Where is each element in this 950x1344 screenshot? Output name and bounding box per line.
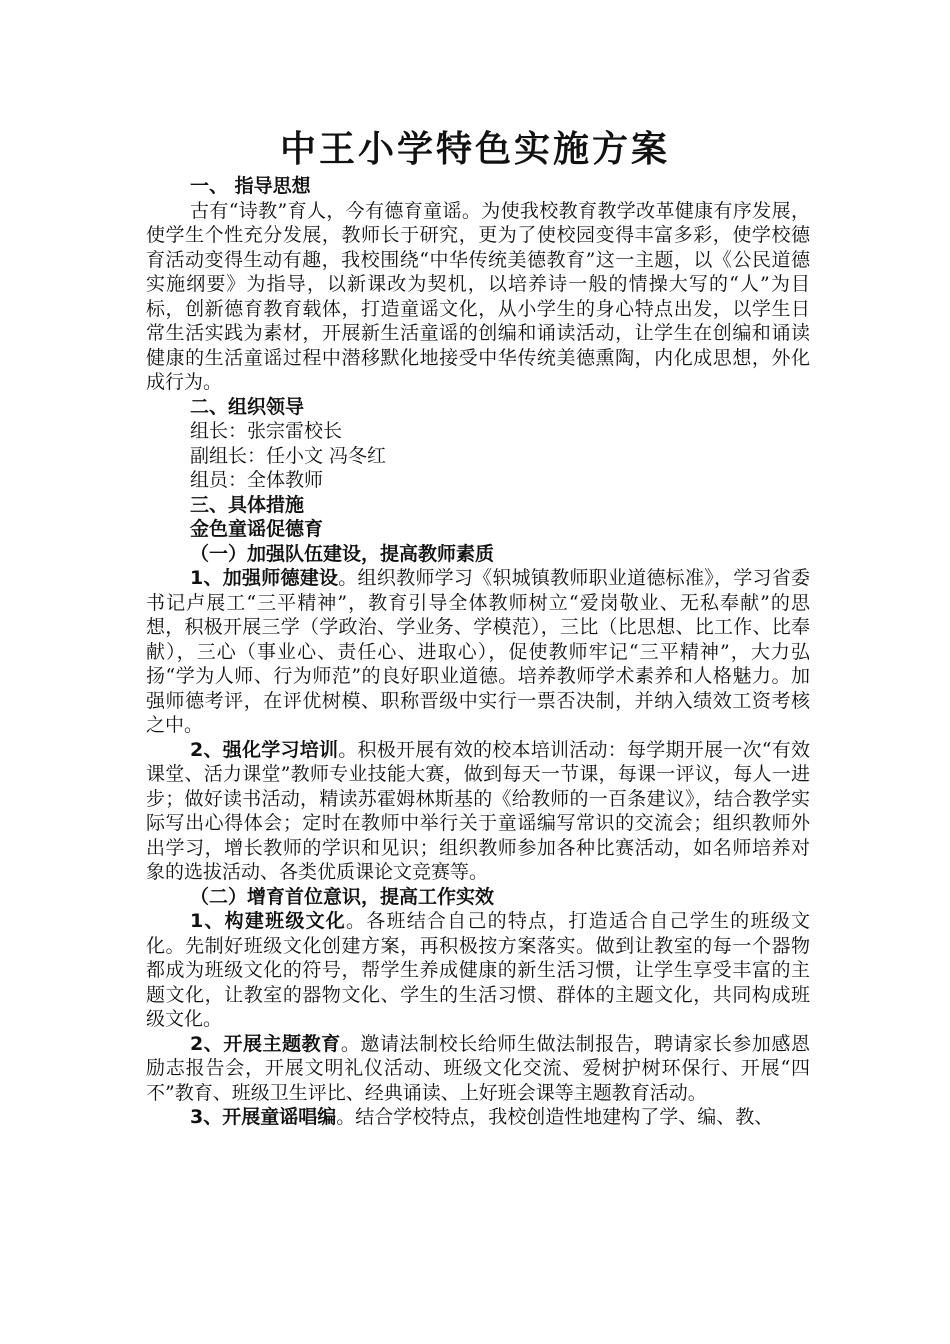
members-line: 组员：全体教师 bbox=[190, 469, 324, 491]
item-text-class-culture: 。各班结合自己的特点，打造适合自己学生的班级文化。先制好班级文化创建方案，再积极按方案落实。做到让教室的每一个器物都成为班级文化的符号，帮学生养成健康的新生活习惯，让学生享受丰富的主题文化，让教室的器物文化、学生的生活习惯、群体的主题文化，共同构成班级文化。 bbox=[146, 910, 810, 1030]
section-heading-guiding-ideology: 一、 指导思想 bbox=[190, 175, 311, 197]
subheading-golden-ballads: 金色童谣促德育 bbox=[190, 518, 324, 540]
section-heading-organization: 二、组织领导 bbox=[190, 395, 305, 418]
paragraph-ballad-creation bbox=[146, 1105, 810, 1130]
item-lead-ethics: 1、加强师德建设 bbox=[190, 567, 339, 589]
item-text-ballad-creation: 。结合学校特点，我校创造性地建构了学、编、教、 bbox=[336, 1106, 774, 1128]
item-lead-class-culture: 1、构建班级文化 bbox=[190, 910, 347, 932]
item-lead-training: 2、强化学习培训 bbox=[190, 738, 339, 761]
document-body bbox=[146, 174, 810, 1130]
document-title: 中王小学特色实施方案 bbox=[279, 129, 670, 170]
item-text-ethics: 。组织教师学习《轵城镇教师职业道德标准》，学习省委书记卢展工“三平精神”，教育引导全体教师树立“爱岗敬业、无私奉献”的思想，积极开展三学（学政治、学业务、学模范），三比（比思想、比工作、比奉献），三心（事业心、责任心、进取心），促使教师牢记“三平精神”，大力弘扬“学为人师、行为师范”的良好职业道德。培养教师学术素养和人格魅力。加强师德考评，在评优树模、职称晋级中实行一票否决制，并纳入绩效工资考核之中。 bbox=[146, 567, 810, 736]
item-text-training: 。积极开展有效的校本培训活动：每学期开展一次“有效课堂、活力课堂”教师专业技能大赛，做到每天一节课，每课一评议，每人一进步；做好读书活动，精读苏霍姆林斯基的《给教师的一百条建议》，结合教学实际写出心得体会；定时在教师中举行关于童谣编写常识的交流会；组织教师外出学习，增长教师的学识和见识；组织教师参加各种比赛活动，如名师培养对象的选拔活动、各类优质课论文竞赛等。 bbox=[146, 738, 810, 883]
vice-leader-line: 副组长：任小文 冯冬红 bbox=[190, 444, 387, 467]
item-lead-ballad-creation: 3、开展童谣唱编 bbox=[190, 1106, 337, 1128]
paragraph-training bbox=[146, 738, 810, 885]
item-lead-theme-education: 2、开展主题教育 bbox=[190, 1032, 341, 1055]
part-heading-priority-awareness: （二）增育首位意识，提高工作实效 bbox=[190, 885, 495, 908]
part-heading-team-building: （一）加强队伍建设，提高教师素质 bbox=[190, 542, 495, 565]
section-heading-measures: 三、具体措施 bbox=[190, 493, 305, 516]
item-text-theme-education: 。邀请法制校长给师生做法制报告，聘请家长参加感恩励志报告会，开展文明礼仪活动、班级文化交流、爱树护树环保行、开展“四不”教育、班级卫生评比、经典诵读、上好班会课等主题教育活动。 bbox=[146, 1032, 810, 1104]
paragraph-guiding-ideology: 古有“诗教”育人，今有德育童谣。为使我校教育教学改革健康有序发展，使学生个性充分发展，教师长于研究，更为了使校园变得丰富多彩，使学校德育活动变得生动有趣，我校围绕“中华传统美德教育”这一主题，以《公民道德实施纲要》为指导，以新课改为契机，以培养诗一般的情操大写的“人”为目标，创新德育教育载体，打造童谣文化，从小学生的身心特点出发，以学生日常生活实践为素材，开展新生活童谣的创编和诵读活动，让学生在创编和诵读健康的生活童谣过程中潜移默化地接受中华传统美德熏陶，内化成思想，外化成行为。 bbox=[146, 199, 810, 393]
paragraph-class-culture bbox=[146, 909, 810, 1032]
leader-line: 组长：张宗雷校长 bbox=[190, 420, 343, 442]
paragraph-theme-education bbox=[146, 1032, 810, 1106]
paragraph-ethics bbox=[146, 566, 810, 738]
